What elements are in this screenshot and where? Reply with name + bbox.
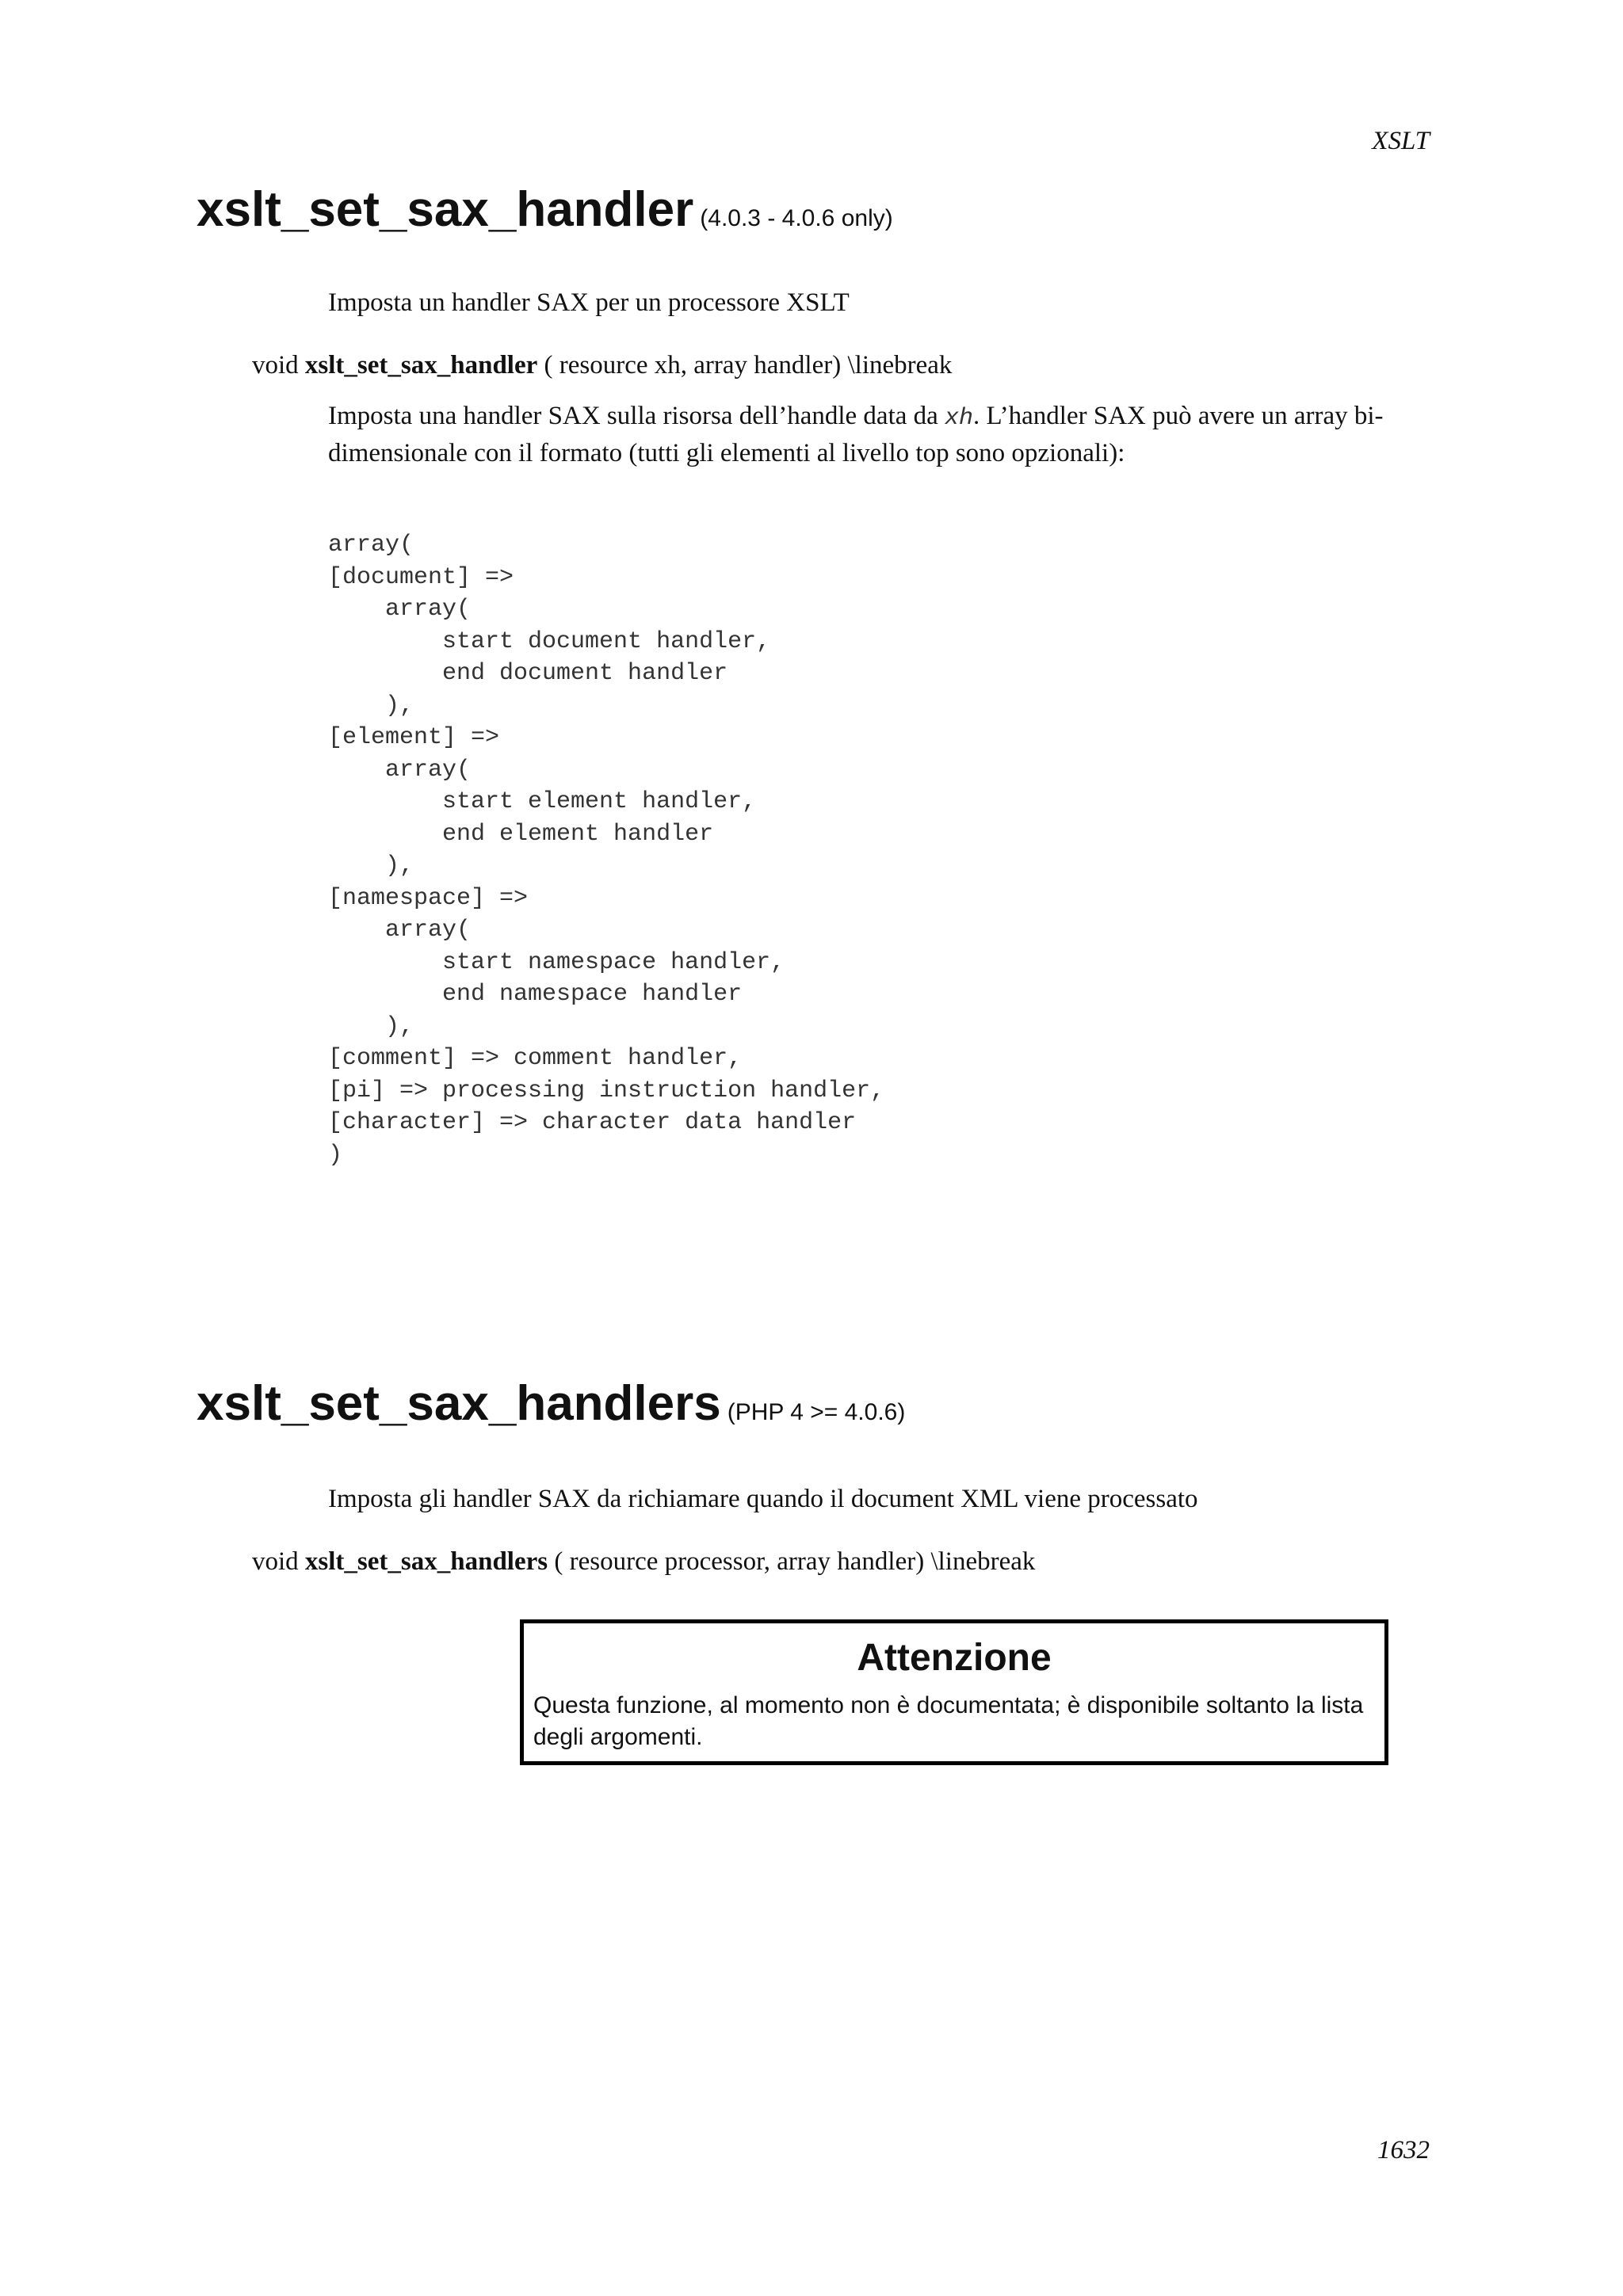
warning-box <box>520 1619 1388 1765</box>
function-purpose: Imposta gli handler SAX da richiamare quando il document XML viene processato <box>328 1485 1198 1513</box>
function-synopsis <box>252 1547 1035 1577</box>
running-header: XSLT <box>1372 127 1430 155</box>
synopsis-params: ( resource processor, array handler) \linebreak <box>554 1547 1036 1576</box>
function-synopsis <box>252 351 952 380</box>
synopsis-function-name: xslt_set_sax_handler <box>304 351 538 379</box>
section-title-xslt-set-sax-handlers <box>197 1376 906 1431</box>
warning-text: Questa funzione, al momento non è documentata; è disponibile soltanto la lista degli argomenti. <box>533 1692 1364 1750</box>
page-number: 1632 <box>1377 2136 1430 2164</box>
warning-title: Attenzione <box>857 1637 1052 1679</box>
function-description <box>328 399 1422 471</box>
function-name: xslt_set_sax_handler <box>197 182 694 237</box>
version-info: (PHP 4 >= 4.0.6) <box>727 1399 906 1425</box>
code-example: array( [document] => array( start document handler, end document handler ), [element] => array( start element handler, end element handler ), [namespace] => array( start namespace handler, end namespace handler ), [comment] => comment handler, [pi] => processing instruction handler, [character] => character data handler ) <box>328 532 885 1169</box>
description-text-continued: . L’handler SAX può avere un array bi-dimensionale con il formato (tutti gli elementi al livello top sono opzionali): <box>328 402 1384 467</box>
function-purpose: Imposta un handler SAX per un processore XSLT <box>328 288 850 317</box>
return-type: void <box>252 351 299 379</box>
section-title-xslt-set-sax-handler <box>197 182 893 237</box>
version-info: (4.0.3 - 4.0.6 only) <box>700 205 893 231</box>
return-type: void <box>252 1547 299 1576</box>
description-text: Imposta una handler SAX sulla risorsa dell’handle data da <box>328 402 945 430</box>
parameter-name: xh <box>945 405 974 432</box>
function-name: xslt_set_sax_handlers <box>197 1376 721 1431</box>
synopsis-function-name: xslt_set_sax_handlers <box>304 1547 548 1576</box>
synopsis-params: ( resource xh, array handler) \linebreak <box>544 351 953 379</box>
